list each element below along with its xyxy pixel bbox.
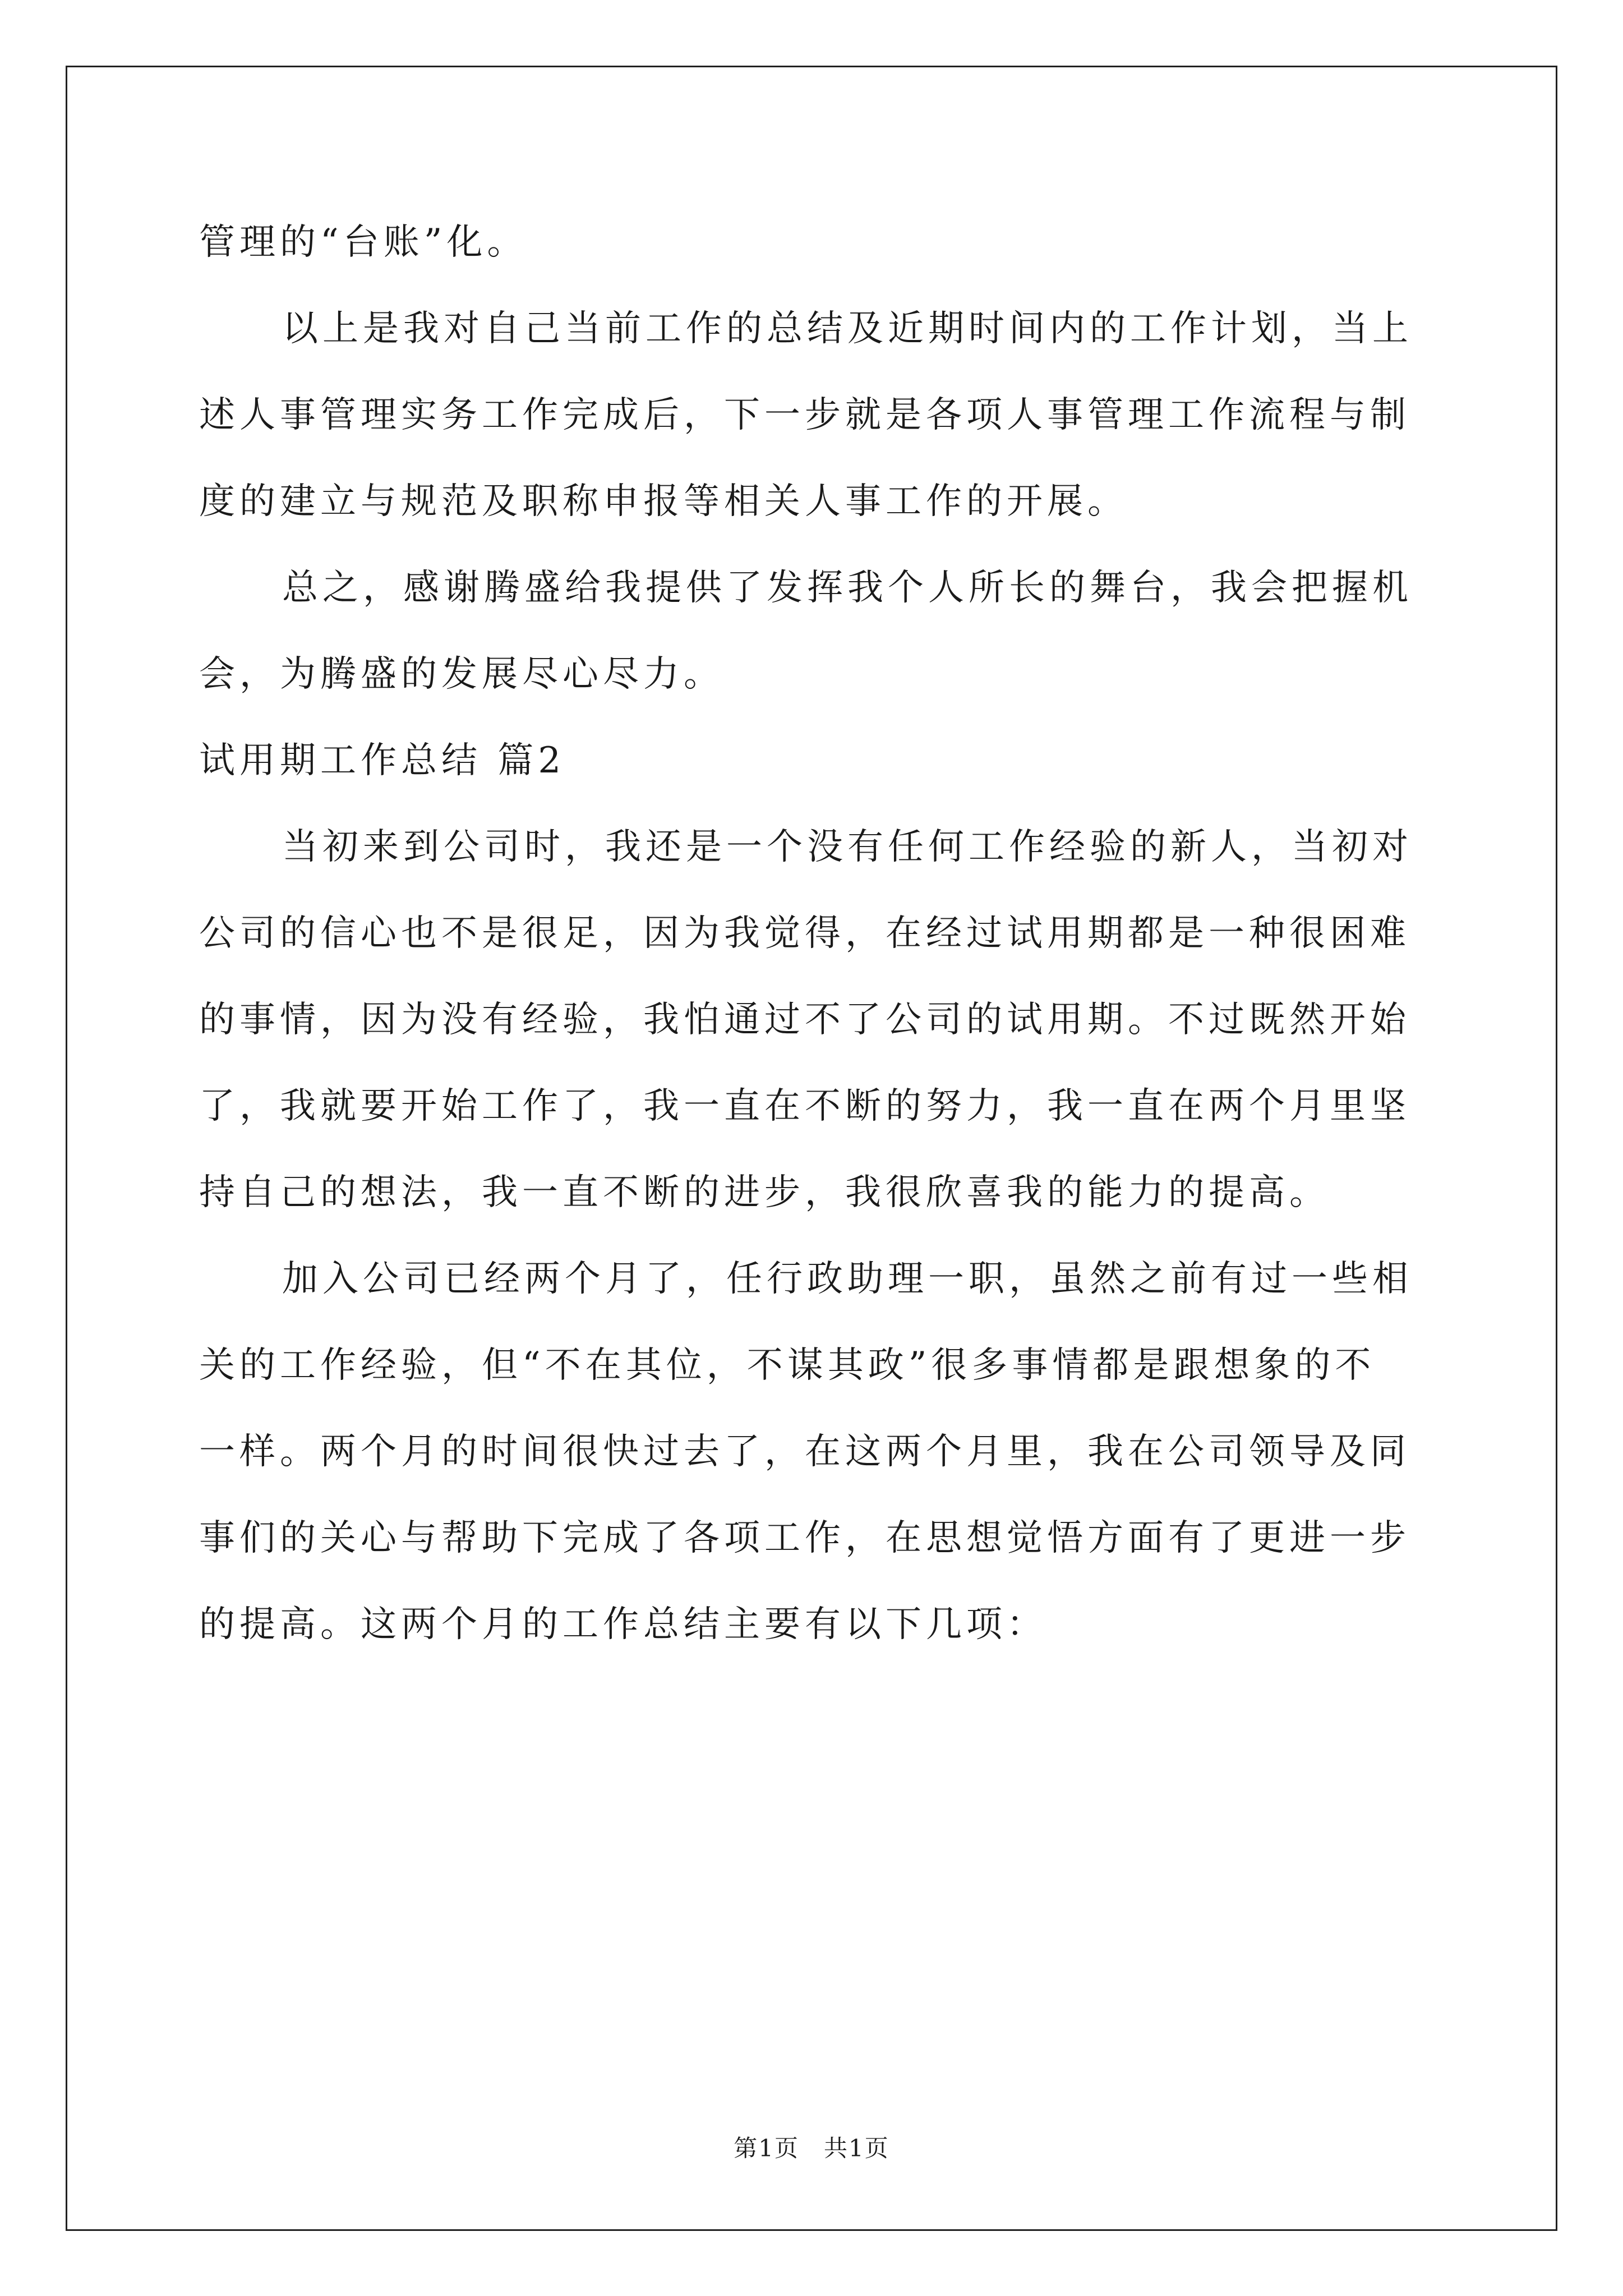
- text-line: 总之，感谢腾盛给我提供了发挥我个人所长的舞台，我会把握机: [282, 567, 1413, 609]
- text-line: 度的建立与规范及职称申报等相关人事工作的开展。: [199, 481, 1128, 522]
- document-body: [199, 199, 1433, 1668]
- page-footer: 第1页 共1页: [734, 2134, 889, 2162]
- text-line: 当初来到公司时，我还是一个没有任何工作经验的新人，当初对: [282, 826, 1413, 868]
- text-line: 的事情，因为没有经验，我怕通过不了公司的试用期。不过既然开始: [199, 999, 1410, 1041]
- text-line: 加入公司已经两个月了，任行政助理一职，虽然之前有过一些相: [282, 1258, 1413, 1300]
- text-line: 会，为腾盛的发展尽心尽力。: [199, 654, 724, 695]
- text-line: 管理的“台账”化。: [199, 222, 528, 263]
- text-line: 持自己的想法，我一直不断的进步，我很欣喜我的能力的提高。: [199, 1172, 1330, 1213]
- text-line: 关的工作经验，但“不在其位，不谋其政”很多事情都是跟想象的不: [199, 1345, 1376, 1386]
- text-line: 述人事管理实务工作完成后，下一步就是各项人事管理工作流程与制: [199, 394, 1410, 436]
- text-line: 的提高。这两个月的工作总结主要有以下几项：: [199, 1604, 1047, 1645]
- text-line: 一样。两个月的时间很快过去了，在这两个月里，我在公司领导及同: [199, 1431, 1410, 1473]
- text-line: 了，我就要开始工作了，我一直在不断的努力，我一直在两个月里坚: [199, 1085, 1410, 1127]
- text-line: 以上是我对自己当前工作的总结及近期时间内的工作计划，当上: [282, 308, 1413, 349]
- section-heading: 试用期工作总结 篇2: [199, 740, 566, 781]
- text-line: 事们的关心与帮助下完成了各项工作，在思想觉悟方面有了更进一步: [199, 1517, 1410, 1559]
- text-line: 公司的信心也不是很足，因为我觉得，在经过试用期都是一种很困难: [199, 913, 1410, 954]
